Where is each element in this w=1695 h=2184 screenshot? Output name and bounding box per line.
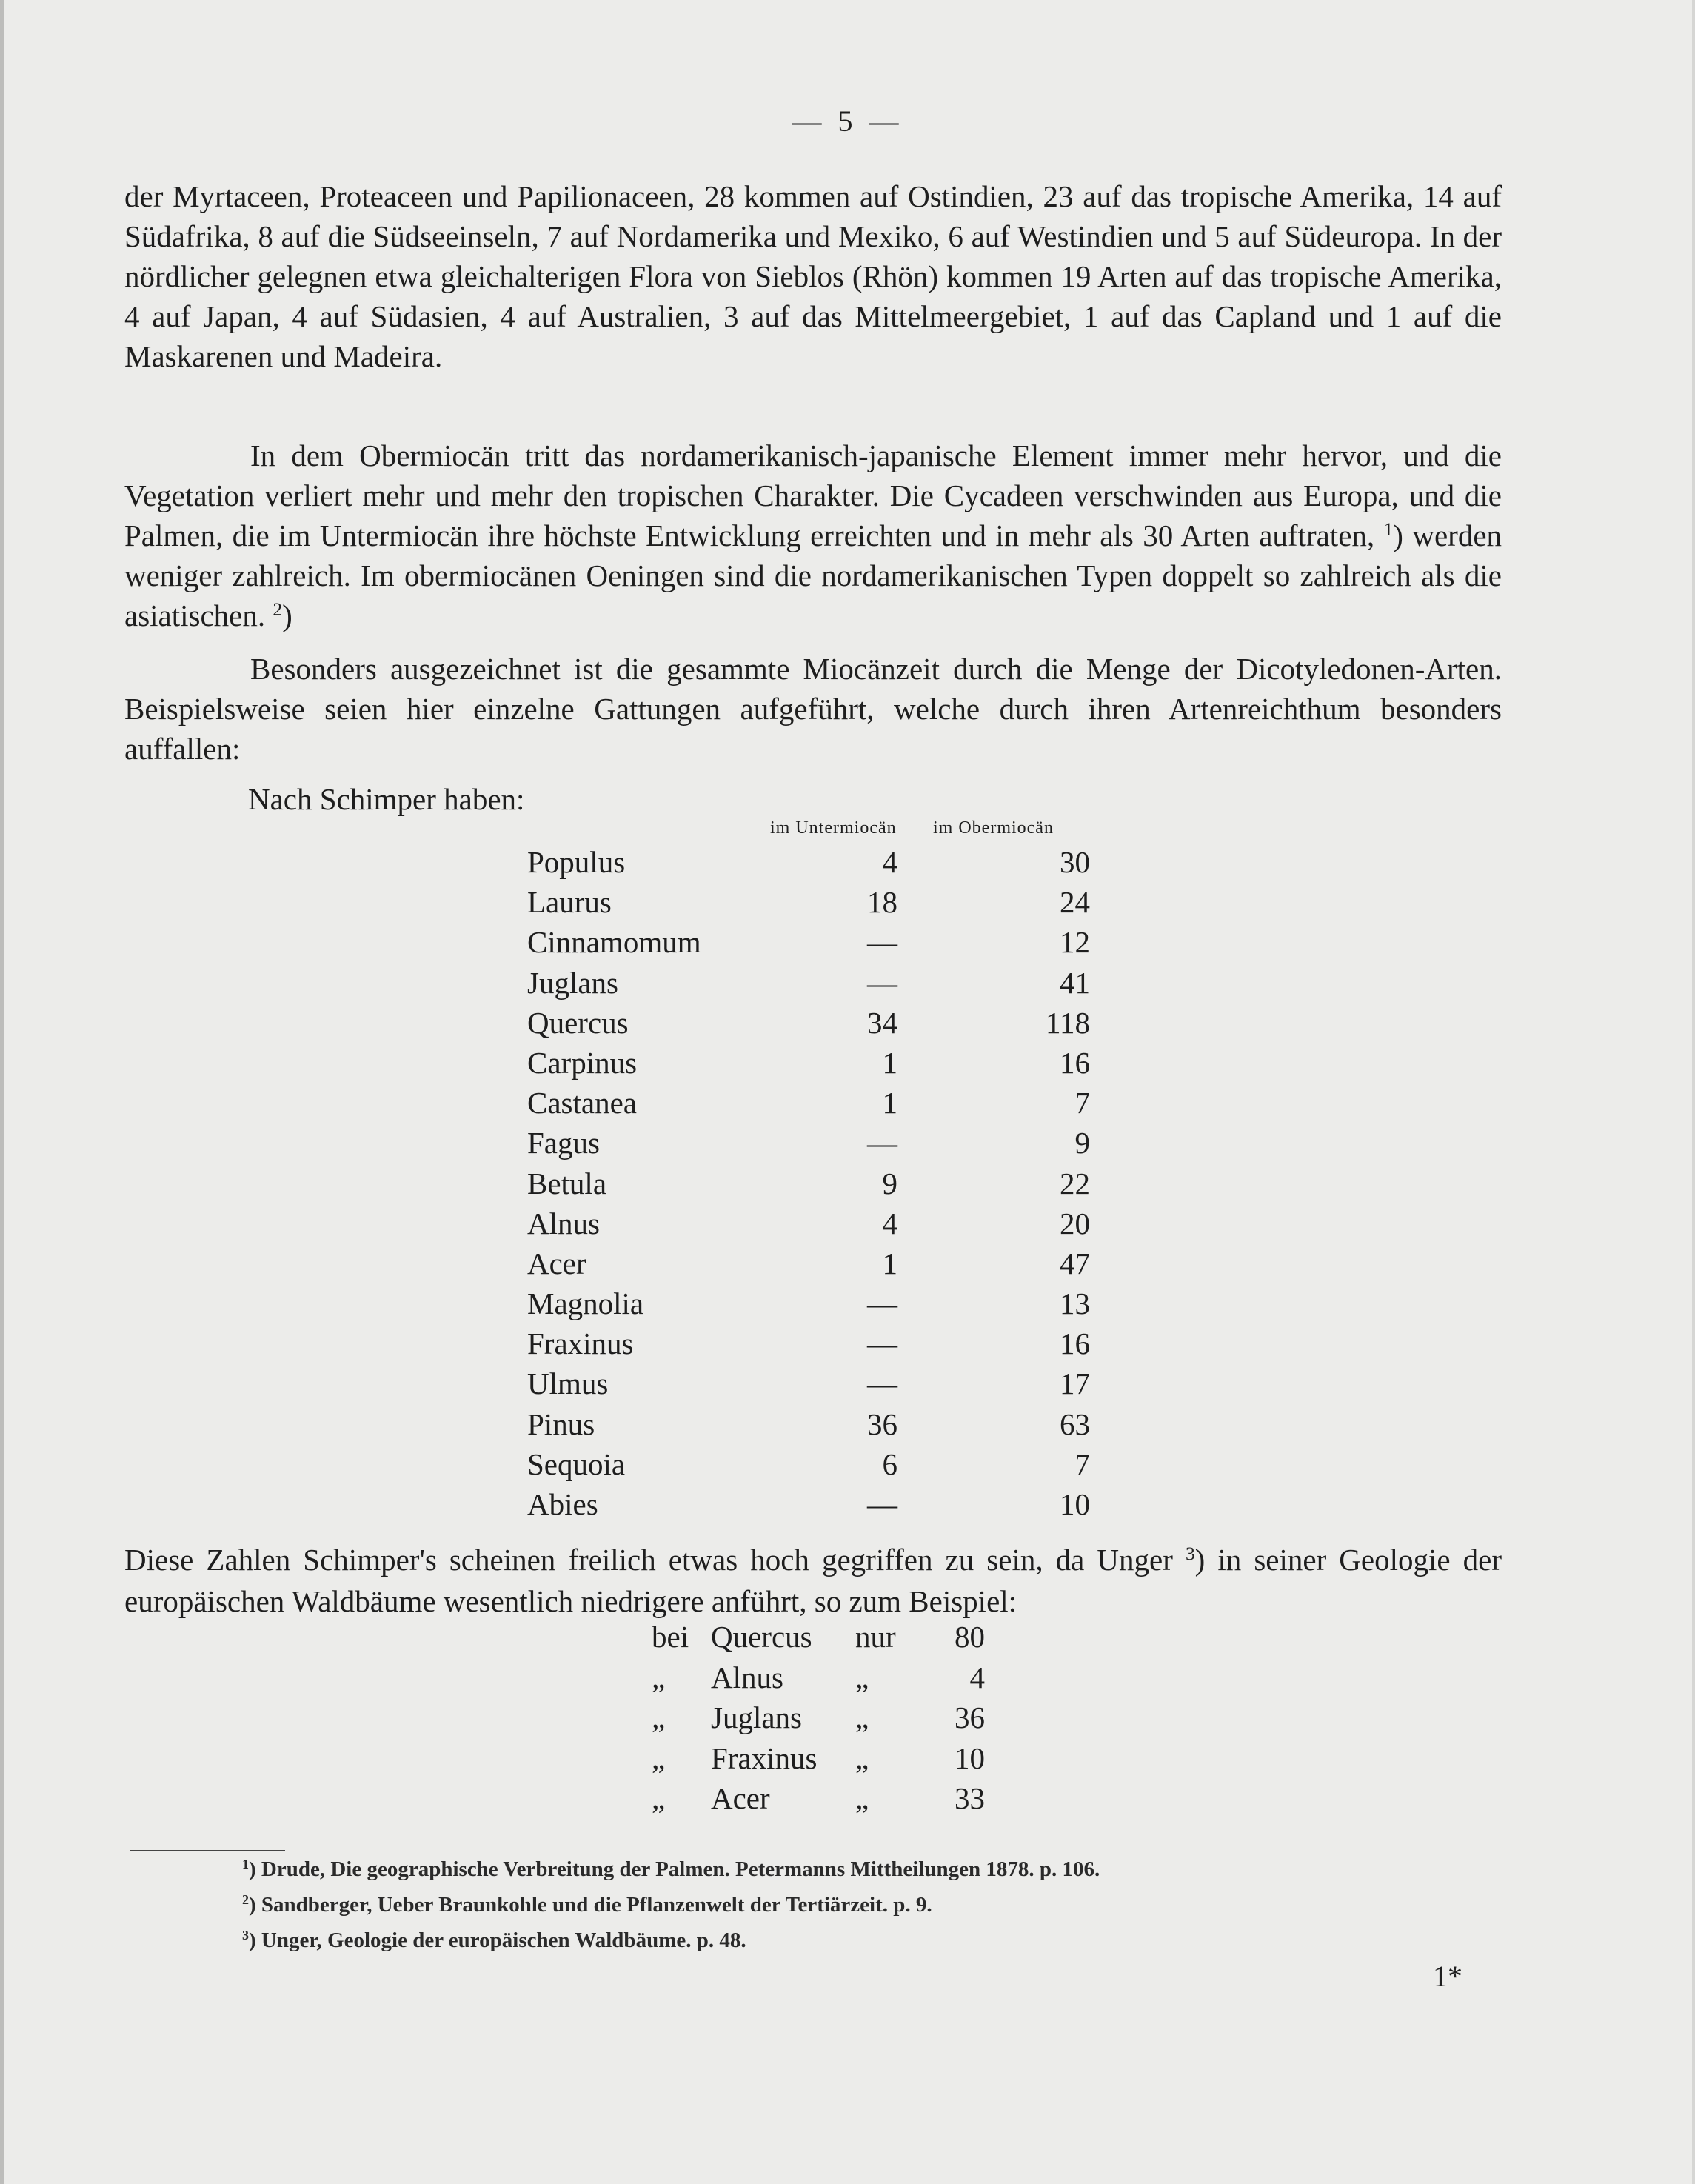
count-untermiocaen: 18 — [867, 885, 897, 920]
genus-name: Carpinus — [527, 1045, 638, 1080]
count-untermiocaen: 1 — [882, 1246, 897, 1280]
ditto-mark: „ — [855, 1781, 869, 1815]
table-row — [527, 884, 1105, 924]
footnote-text: ) Unger, Geologie der europäischen Waldbäume. p. 48. — [248, 1928, 746, 1952]
table-row — [527, 1005, 1105, 1045]
genus-name: Cinnamomum — [527, 925, 701, 960]
genus-name: Betula — [527, 1166, 607, 1200]
footnote-2 — [242, 1887, 1100, 1923]
count-obermiocaen: 9 — [1074, 1126, 1090, 1161]
list-item — [652, 1700, 1066, 1740]
table-row — [527, 1326, 1105, 1366]
list-item — [652, 1660, 1066, 1700]
paragraph-2-part-a: In dem Obermiocän tritt das nordamerikanisch-japanische Element immer mehr hervor, und die Vegetation verliert mehr und mehr den tropischen Charakter. Die Cycadeen verschwinden aus Europa, und die Palmen, die im Untermiocän ihre höchste Entwicklung erreichten und in mehr als 30 Arten auftraten, — [124, 438, 1502, 552]
paragraph-4-part-b: ) in seiner Geologie der europäischen Waldbäume wesentlich niedrigere anführt, so zum Beispiel: — [124, 1543, 1502, 1618]
table-row — [527, 1366, 1105, 1406]
count-untermiocaen: 34 — [867, 1005, 897, 1040]
species-count: 10 — [955, 1740, 985, 1775]
paragraph-1-text: der Myrtaceen, Proteaceen und Papilionaceen, 28 kommen auf Ostindien, 23 auf das tropische Amerika, 14 auf Südafrika, 8 auf die Südseeinseln, 7 auf Nordamerika und Mexiko, 6 auf Westindien und 5 auf Südeuropa. In der nördlicher gelegnen etwa gleichalterigen Flora von Sieblos (Rhön) kommen 19 Arten auf das tropische Amerika, 4 auf Japan, 4 auf Südasien, 4 auf Australien, 3 auf das Mittelmeergebiet, 1 auf das Capland und 1 auf die Maskarenen und Madeira. — [124, 179, 1502, 373]
count-untermiocaen: — — [867, 1366, 897, 1401]
list-item — [652, 1780, 1066, 1821]
footnote-3 — [242, 1923, 1100, 1958]
genus-name: Quercus — [711, 1620, 812, 1654]
table-row — [527, 924, 1105, 964]
paragraph-4 — [124, 1539, 1502, 1622]
count-untermiocaen: — — [867, 965, 897, 1000]
table-row — [527, 1486, 1105, 1526]
genus-name: Sequoia — [527, 1446, 626, 1481]
genus-name: Alnus — [711, 1660, 783, 1694]
count-untermiocaen: — — [867, 1286, 897, 1321]
count-untermiocaen: 1 — [882, 1086, 897, 1121]
count-obermiocaen: 16 — [1060, 1045, 1090, 1080]
footnote-text: ) Drude, Die geographische Verbreitung der Palmen. Petermanns Mittheilungen 1878. p. 106. — [248, 1857, 1100, 1881]
ditto-mark: „ — [652, 1700, 666, 1734]
count-obermiocaen: 63 — [1060, 1406, 1090, 1441]
genus-name: Alnus — [527, 1206, 600, 1240]
count-obermiocaen: 30 — [1060, 845, 1090, 879]
table-row — [527, 965, 1105, 1005]
genus-name: Castanea — [527, 1086, 637, 1121]
table-intro: Nach Schimper haben: — [248, 782, 525, 816]
count-obermiocaen: 16 — [1060, 1326, 1090, 1361]
count-obermiocaen: 41 — [1060, 965, 1090, 1000]
page-left-edge — [0, 0, 4, 2184]
genus-name: Fagus — [527, 1126, 600, 1161]
count-obermiocaen: 20 — [1060, 1206, 1090, 1240]
paragraph-2-text — [124, 435, 1502, 635]
column-header-obermiocaen: im Obermiocän — [933, 818, 1054, 838]
paragraph-3-text: Besonders ausgezeichnet ist die gesammte Miocänzeit durch die Menge der Dicotyledonen-Arten. Beispielsweise seien hier einzelne Gattungen aufgeführt, welche durch ihren Artenreichthum besonders auffallen: — [124, 652, 1502, 766]
genus-name: Populus — [527, 845, 626, 879]
count-untermiocaen: 9 — [882, 1166, 897, 1200]
signature-mark: 1* — [1433, 1960, 1462, 1993]
ditto-mark: „ — [855, 1660, 869, 1694]
paragraph-1 — [124, 176, 1502, 376]
footnote-mark: 1 — [242, 1857, 249, 1872]
genus-name: Juglans — [527, 965, 618, 1000]
genus-name: Magnolia — [527, 1286, 644, 1321]
footnote-text: ) Sandberger, Ueber Braunkohle und die Pflanzenwelt der Tertiärzeit. p. 9. — [248, 1893, 932, 1917]
count-obermiocaen: 7 — [1074, 1446, 1090, 1481]
ditto-mark: „ — [652, 1781, 666, 1815]
paragraph-4-part-a: Diese Zahlen Schimper's scheinen freilich etwas hoch gegriffen zu sein, da Unger — [124, 1543, 1173, 1577]
count-obermiocaen: 22 — [1060, 1166, 1090, 1200]
genus-name: Fraxinus — [527, 1326, 634, 1361]
page-right-edge — [1692, 0, 1695, 2184]
paragraph-3 — [124, 649, 1502, 769]
ditto-mark: „ — [652, 1660, 666, 1694]
genus-name: Abies — [527, 1487, 598, 1521]
genus-name: Laurus — [527, 885, 612, 920]
genus-name: Acer — [527, 1246, 586, 1280]
table-row — [527, 844, 1105, 884]
species-table — [527, 844, 1105, 1526]
table-row — [527, 1125, 1105, 1165]
count-obermiocaen: 118 — [1046, 1005, 1090, 1040]
footnote-ref-1[interactable]: 1 — [1383, 519, 1394, 541]
footnote-mark: 3 — [242, 1928, 249, 1943]
ditto-mark: „ — [855, 1740, 869, 1775]
list-item — [652, 1619, 1066, 1660]
count-untermiocaen: — — [867, 925, 897, 960]
species-count: 36 — [955, 1700, 985, 1734]
genus-name: Fraxinus — [711, 1740, 818, 1775]
count-obermiocaen: 24 — [1060, 885, 1090, 920]
count-untermiocaen: 4 — [882, 1206, 897, 1240]
footnotes — [242, 1851, 1100, 1958]
list-item — [652, 1740, 1066, 1781]
table-row — [527, 1045, 1105, 1085]
paragraph-2 — [124, 435, 1502, 635]
count-obermiocaen: 12 — [1060, 925, 1090, 960]
species-count: 33 — [955, 1781, 985, 1815]
species-count: 4 — [969, 1660, 985, 1694]
list-prefix: bei — [652, 1620, 689, 1654]
paragraph-2-part-b: ) werden weniger zahlreich. Im obermiocänen Oeningen sind die nordamerikanischen Typen doppelt so zahlreich als die asiatischen. — [124, 518, 1502, 632]
footnote-ref-3[interactable]: 3 — [1185, 1543, 1195, 1565]
list-mid: nur — [855, 1620, 896, 1654]
ditto-mark: „ — [652, 1740, 666, 1775]
table-row — [527, 1246, 1105, 1286]
footnote-ref-2[interactable]: 2 — [273, 599, 283, 621]
table-row — [527, 1406, 1105, 1446]
count-obermiocaen: 17 — [1060, 1366, 1090, 1401]
column-header-untermiocaen: im Untermiocän — [770, 818, 897, 838]
genus-name: Quercus — [527, 1005, 629, 1040]
paragraph-2-part-c: ) — [282, 598, 292, 632]
count-untermiocaen: 4 — [882, 845, 897, 879]
unger-comparison-list — [652, 1619, 1066, 1821]
count-untermiocaen: 36 — [867, 1406, 897, 1441]
ditto-mark: „ — [855, 1700, 869, 1734]
count-obermiocaen: 13 — [1060, 1286, 1090, 1321]
count-untermiocaen: — — [867, 1126, 897, 1161]
count-untermiocaen: — — [867, 1326, 897, 1361]
genus-name: Pinus — [527, 1406, 595, 1441]
species-count: 80 — [955, 1620, 985, 1654]
count-obermiocaen: 7 — [1074, 1086, 1090, 1121]
genus-name: Ulmus — [527, 1366, 609, 1401]
footnote-mark: 2 — [242, 1892, 249, 1908]
count-untermiocaen: 1 — [882, 1045, 897, 1080]
table-row — [527, 1085, 1105, 1125]
table-row — [527, 1446, 1105, 1486]
table-row — [527, 1206, 1105, 1246]
table-row — [527, 1166, 1105, 1206]
genus-name: Acer — [711, 1781, 770, 1815]
count-obermiocaen: 47 — [1060, 1246, 1090, 1280]
footnote-1 — [242, 1851, 1100, 1887]
count-obermiocaen: 10 — [1060, 1487, 1090, 1521]
genus-name: Juglans — [711, 1700, 802, 1734]
count-untermiocaen: — — [867, 1487, 897, 1521]
page-number: — 5 — — [792, 104, 903, 138]
count-untermiocaen: 6 — [882, 1446, 897, 1481]
table-row — [527, 1286, 1105, 1326]
